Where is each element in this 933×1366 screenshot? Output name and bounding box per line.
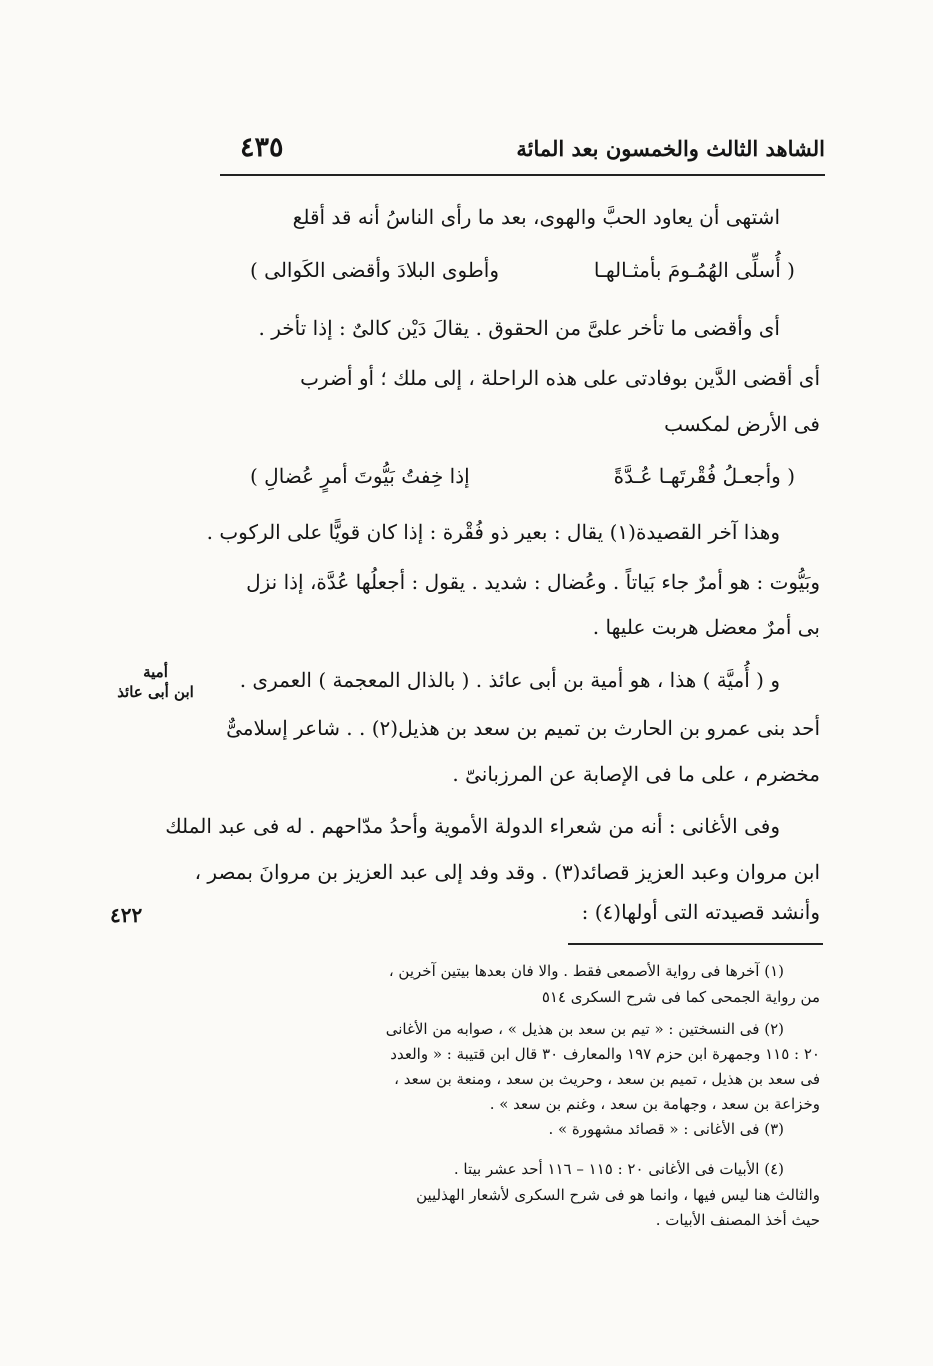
body-line: و ( أُميَّة ) هذا ، هو أمية بن أبى عائذ . ( بالذال المعجمة ) العمرى . [239,668,780,692]
verse-1-second-hemistich: وأطوى البلادَ وأقضى الكَوالى ) [250,258,500,282]
footnote-line: (١) آخرها فى رواية الأصمعى فقط . والا فان بعدها بيتين آخرين ، [388,962,784,980]
margin-note [108,662,203,702]
body-line: فى الأرض لمكسب [664,412,820,436]
page-number: ٤٣٥ [240,132,284,163]
running-header [220,120,825,176]
body-line: وأنشد قصيدته التى أولها(٤) : [581,900,820,924]
body-line: اشتهى أن يعاود الحبَّ والهوى، بعد ما رأى الناسُ أنه قد أقلع [292,205,780,229]
margin-note-line: أمية [143,663,168,681]
body-line: وبَيُّوت : هو أمرٌ جاء بَياتاً . وعُضال : شديد . يقول : أجعلُها عُدَّة، إذا نزل [246,570,820,594]
body-line: وهذا آخر القصيدة(١) يقال : بعير ذو فُقْرة : إذا كان قويًّا على الركوب . [206,520,780,544]
footnote-line: والثالث هنا ليس فيها ، وانما هو فى شرح السكرى لأشعار الهذليين [416,1186,820,1204]
footnote-line: فى سعد بن هذيل ، تميم بن سعد ، وحريث بن سعد ، ومنعة بن سعد ، [394,1070,820,1088]
footnote-line: ٢٠ : ١١٥ وجمهرة ابن حزم ١٩٧ والمعارف ٣٠ قال ابن قتيبة : « والعدد [390,1045,820,1063]
margin-note-line: ابن أبى عائذ [117,683,194,701]
verse-2-second-hemistich: إذا خِفتُ بَيُّوتَ أمرٍ عُضالِ ) [250,464,470,488]
header-rule [220,174,825,176]
margin-page-number: ٤٢٢ [110,903,143,927]
footnote-line: (٣) فى الأغانى : « قصائد مشهورة » . [548,1120,784,1138]
body-line: أى أقضى الدَّين بوفادتى على هذه الراحلة ، إلى ملك ؛ أو أضرب [300,366,820,390]
footnote-line: حيث أخذ المصنف الأبيات . [655,1211,820,1229]
running-title: الشاهد الثالث والخمسون بعد المائة [516,136,825,161]
verse-2-first-hemistich: ( وأجعـلُ فُقْرتَهـا عُـدَّةً [613,464,795,488]
footnote-line: (٢) فى النسختين : « تيم بن سعد بن هذيل » ، صوابه من الأغانى [385,1020,784,1038]
body-line: ابن مروان وعبد العزيز قصائد(٣) . وقد وفد إلى عبد العزيز بن مروانَ بمصر ، [194,860,820,884]
body-line: وفى الأغانى : أنه من شعراء الدولة الأموية وأحدُ مدّاحهم . له فى عبد الملك [165,814,780,838]
footnote-line: وخزاعة بن سعد ، وجهامة بن سعد ، وغنم بن سعد » . [489,1095,820,1113]
body-line: أى وأقضى ما تأخر علىَّ من الحقوق . يقالَ دَيْن كالىٌ : إذا تأخر . [258,316,780,340]
body-line: مخضرم ، على ما فى الإصابة عن المرزبانىّ . [452,762,820,786]
footnote-line: من رواية الجمحى كما فى شرح السكرى ٥١٤ [541,988,820,1006]
verse-1-first-hemistich: ( أُسلِّى الهُمُـومَ بأمثـالهـا [593,258,795,282]
footnote-rule [568,943,823,945]
footnote-line: (٤) الأبيات فى الأغانى ٢٠ : ١١٥ – ١١٦ أحد عشر بيتا . [453,1160,784,1178]
body-line: أحد بنى عمرو بن الحارث بن تميم بن سعد بن هذيل(٢) . . شاعر إسلامىٌّ [226,716,820,740]
body-line: بى أمرٌ معضل هربت عليها . [592,615,820,639]
